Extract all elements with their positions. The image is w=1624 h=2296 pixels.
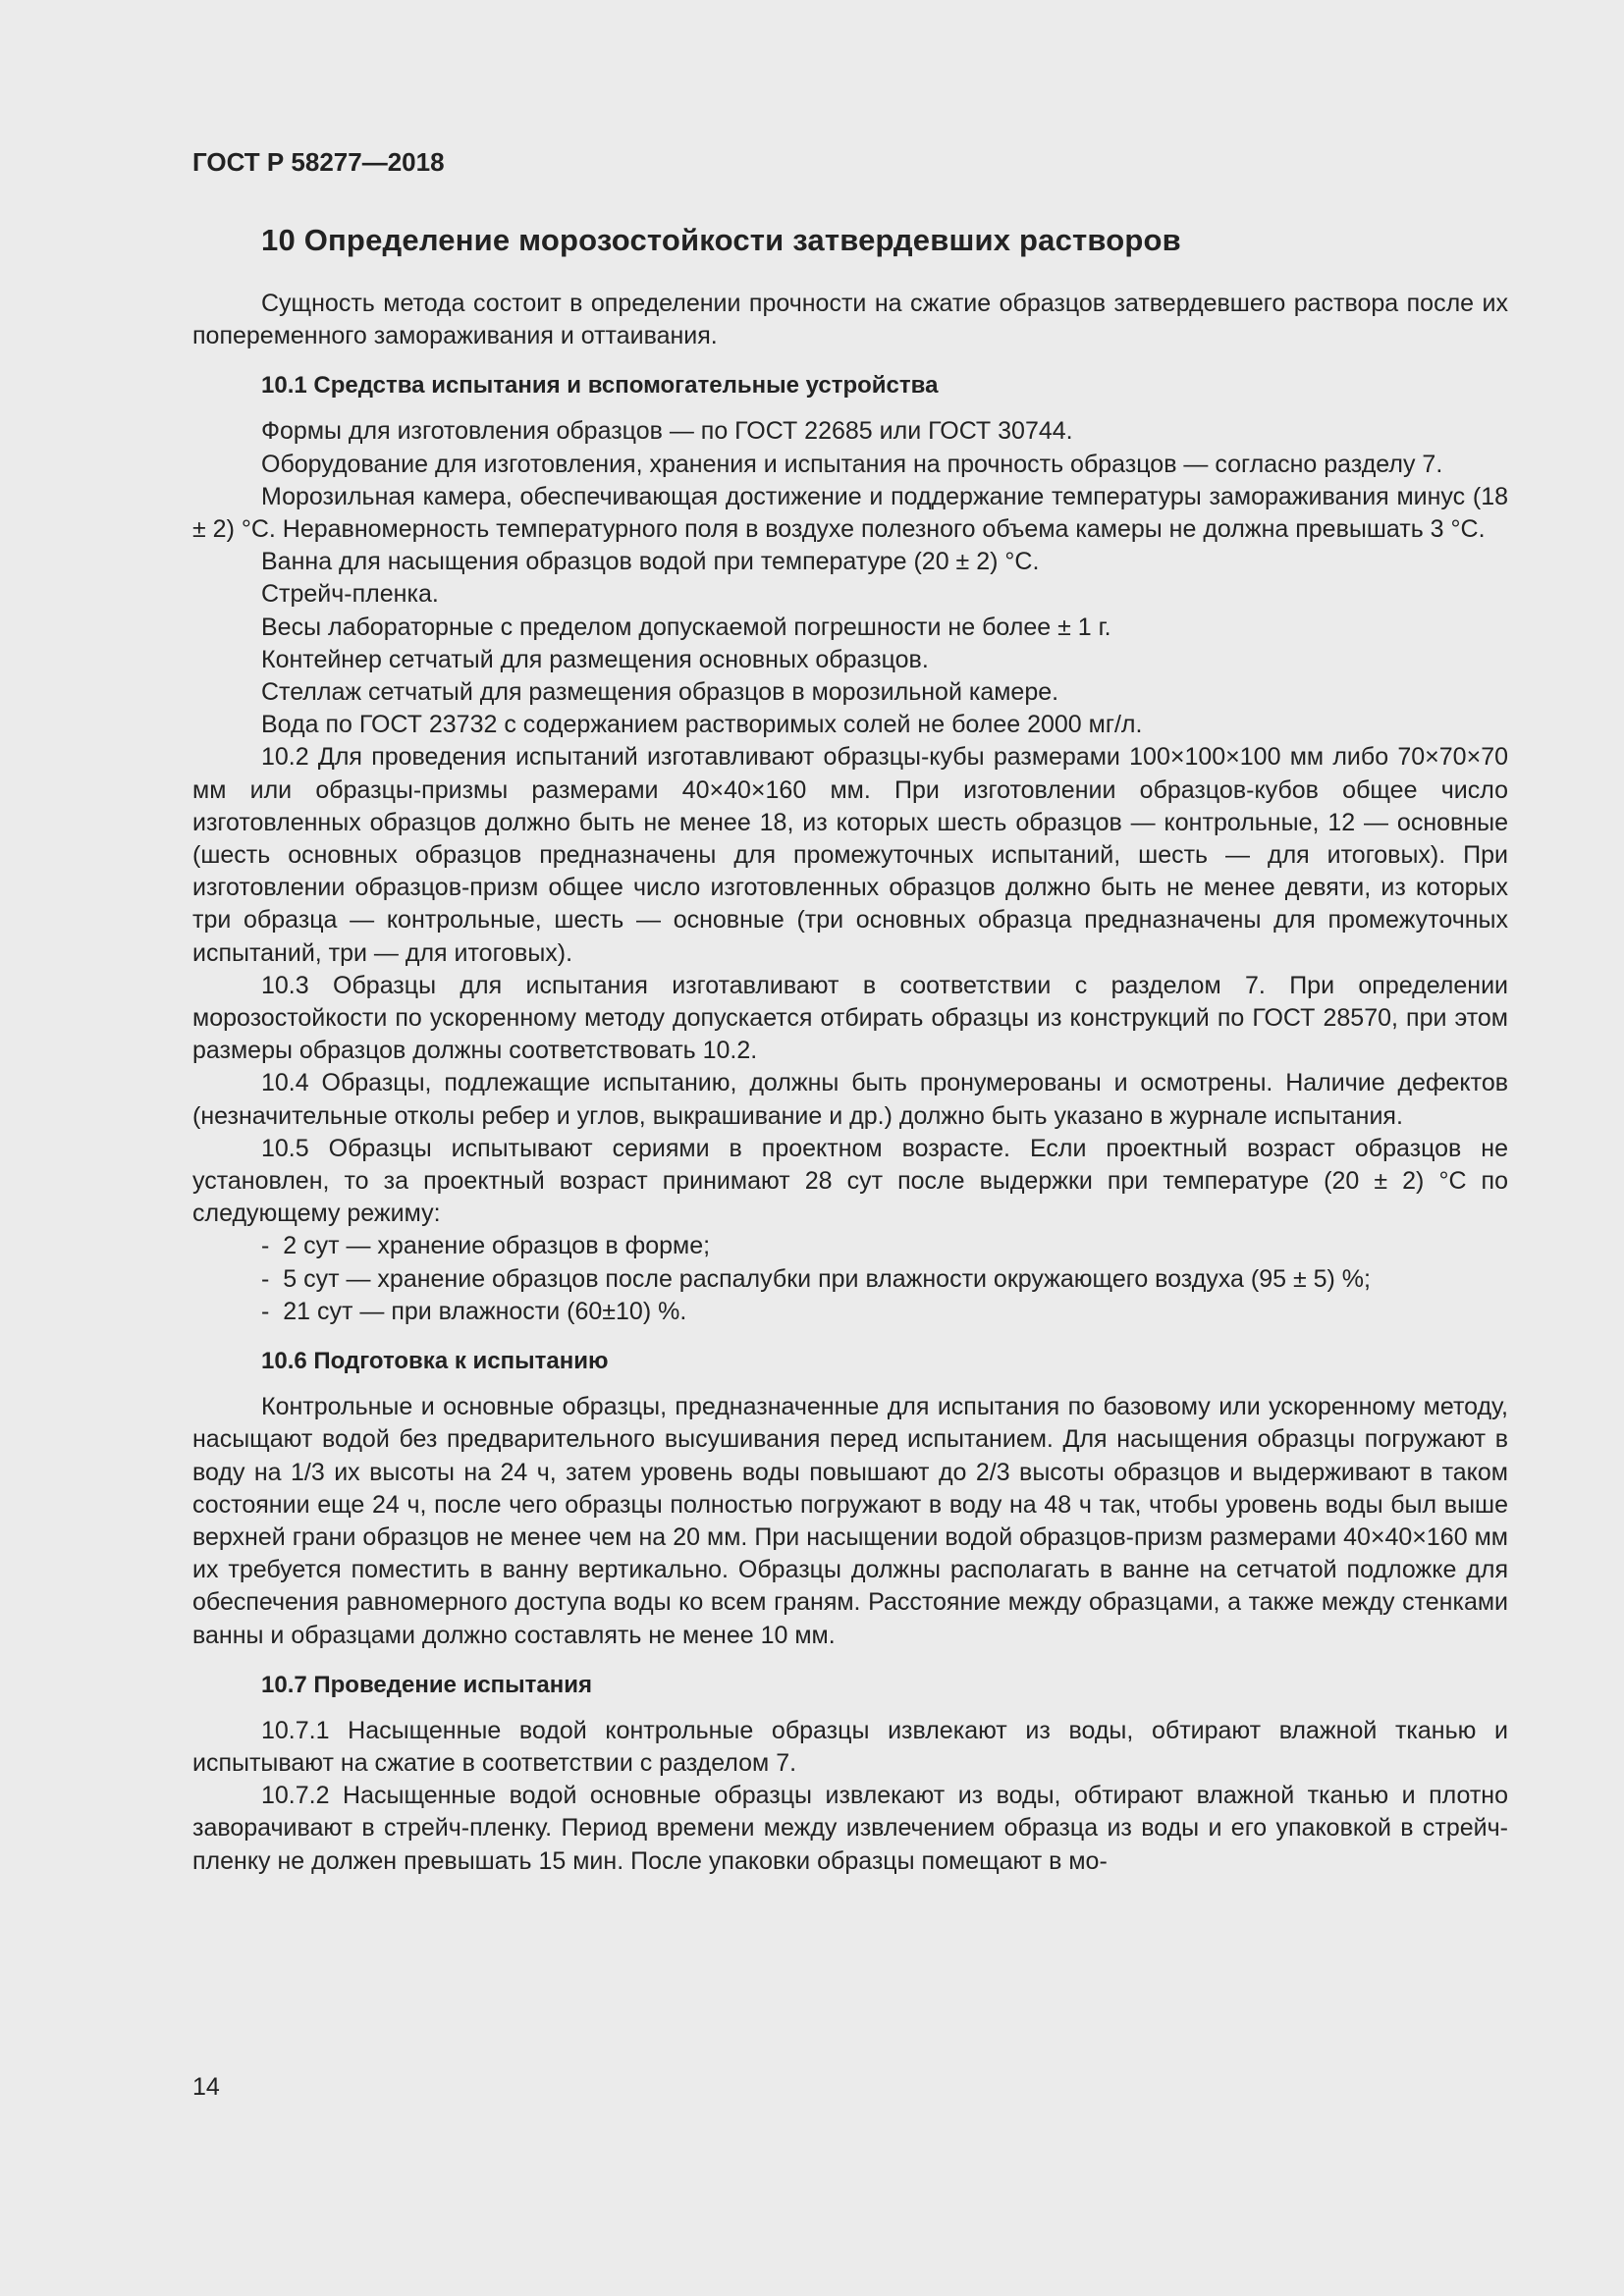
paragraph-10-5: 10.5 Образцы испытывают сериями в проектном возрасте. Если проектный возраст образцов не установлен, то за проектный возраст принимают 28 сут после выдержки при температуре (20 ± 2) °С по следующему режиму: xyxy=(192,1134,1508,1228)
list-item: - 2 сут — хранение образцов в форме; xyxy=(261,1230,1508,1262)
subsection-title-10-6: 10.6 Подготовка к испытанию xyxy=(261,1348,609,1375)
equipment-item: Оборудование для изготовления, хранения и испытания на прочность образцов — согласно разделу 7. xyxy=(261,450,1443,478)
curing-regime-list xyxy=(192,1230,1508,1328)
document-page xyxy=(192,147,1508,1878)
equipment-item: Морозильная камера, обеспечивающая достижение и поддержание температуры замораживания минус (18 ± 2) °С. Неравномерность температурного поля в воздухе полезного объема камеры не должна превышать 3 °С. xyxy=(192,482,1508,544)
equipment-item: Весы лабораторные с пределом допускаемой погрешности не более ± 1 г. xyxy=(261,613,1111,641)
paragraph-10-6: Контрольные и основные образцы, предназначенные для испытания по базовому или ускоренному методу, насыщают водой без предварительного высушивания перед испытанием. Для насыщения образцы погружают в воду на 1/3 их высоты на 24 ч, затем уровень воды повышают до 2/3 высоты образцов и выдерживают в таком состоянии еще 24 ч, после чего образцы полностью погружают в воду на 48 ч так, чтобы уровень воды был выше верхней грани образцов не менее чем на 20 мм. При насыщении водой образцов-призм размерами 40×40×160 мм их требуется поместить в ванну вертикально. Образцы должны располагать в ванне на сетчатой подложке для обеспечения равномерного доступа воды ко всем граням. Расстояние между образцами, а также между стенками ванны и образцами должно составлять не менее 10 мм. xyxy=(192,1393,1508,1649)
section-intro: Сущность метода состоит в определении прочности на сжатие образцов затвердевшего раствора после их попеременного замораживания и оттаивания. xyxy=(192,290,1508,350)
paragraph-10-3: 10.3 Образцы для испытания изготавливают в соответствии с разделом 7. При определении морозостойкости по ускоренному методу допускается отбирать образцы из конструкций по ГОСТ 28570, при этом размеры образцов должны соответствовать 10.2. xyxy=(192,971,1508,1065)
subsection-title-10-1: 10.1 Средства испытания и вспомогательные устройства xyxy=(261,372,939,400)
list-item: - 5 сут — хранение образцов после распалубки при влажности окружающего воздуха (95 ± 5) %; xyxy=(261,1263,1508,1296)
equipment-item: Стеллаж сетчатый для размещения образцов в морозильной камере. xyxy=(261,678,1059,707)
section-title: 10 Определение морозостойкости затвердевших растворов xyxy=(261,223,1181,257)
paragraph-10-7-1: 10.7.1 Насыщенные водой контрольные образцы извлекают из воды, обтирают влажной тканью и испытывают на сжатие в соответствии с разделом 7. xyxy=(192,1716,1508,1777)
document-code: ГОСТ Р 58277—2018 xyxy=(192,147,445,177)
list-item: - 21 сут — при влажности (60±10) %. xyxy=(261,1296,1508,1328)
equipment-item: Ванна для насыщения образцов водой при температуре (20 ± 2) °С. xyxy=(261,548,1040,576)
paragraph-10-2: 10.2 Для проведения испытаний изготавливают образцы-кубы размерами 100×100×100 мм либо 70×70×70 мм или образцы-призмы размерами 40×40×160 мм. При изготовлении образцов-кубов общее число изготовленных образцов должно быть не менее 18, из которых шесть образцов — контрольные, 12 — основные (шесть основных образцов предназначены для промежуточных испытаний, шесть — для итоговых). При изготовлении образцов-призм общее число изготовленных образцов должно быть не менее девяти, из которых три образца — контрольные, шесть — основные (три основных образца предназначены для промежуточных испытаний, три — для итоговых). xyxy=(192,743,1508,967)
equipment-item: Стрейч-пленка. xyxy=(261,580,439,609)
equipment-item: Формы для изготовления образцов — по ГОСТ 22685 или ГОСТ 30744. xyxy=(261,417,1073,446)
paragraph-10-4: 10.4 Образцы, подлежащие испытанию, должны быть пронумерованы и осмотрены. Наличие дефектов (незначительные отколы ребер и углов, выкрашивание и др.) должно быть указано в журнале испытания. xyxy=(192,1069,1508,1130)
subsection-title-10-7: 10.7 Проведение испытания xyxy=(261,1671,593,1698)
equipment-item: Контейнер сетчатый для размещения основных образцов. xyxy=(261,645,929,673)
page-number: 14 xyxy=(192,2073,220,2101)
equipment-item: Вода по ГОСТ 23732 с содержанием растворимых солей не более 2000 мг/л. xyxy=(261,711,1143,739)
paragraph-10-7-2: 10.7.2 Насыщенные водой основные образцы извлекают из воды, обтирают влажной тканью и плотно заворачивают в стрейч-пленку. Период времени между извлечением образца из воды и его упаковкой в стрейч-пленку не должен превышать 15 мин. После упаковки образцы помещают в мо- xyxy=(192,1782,1508,1875)
